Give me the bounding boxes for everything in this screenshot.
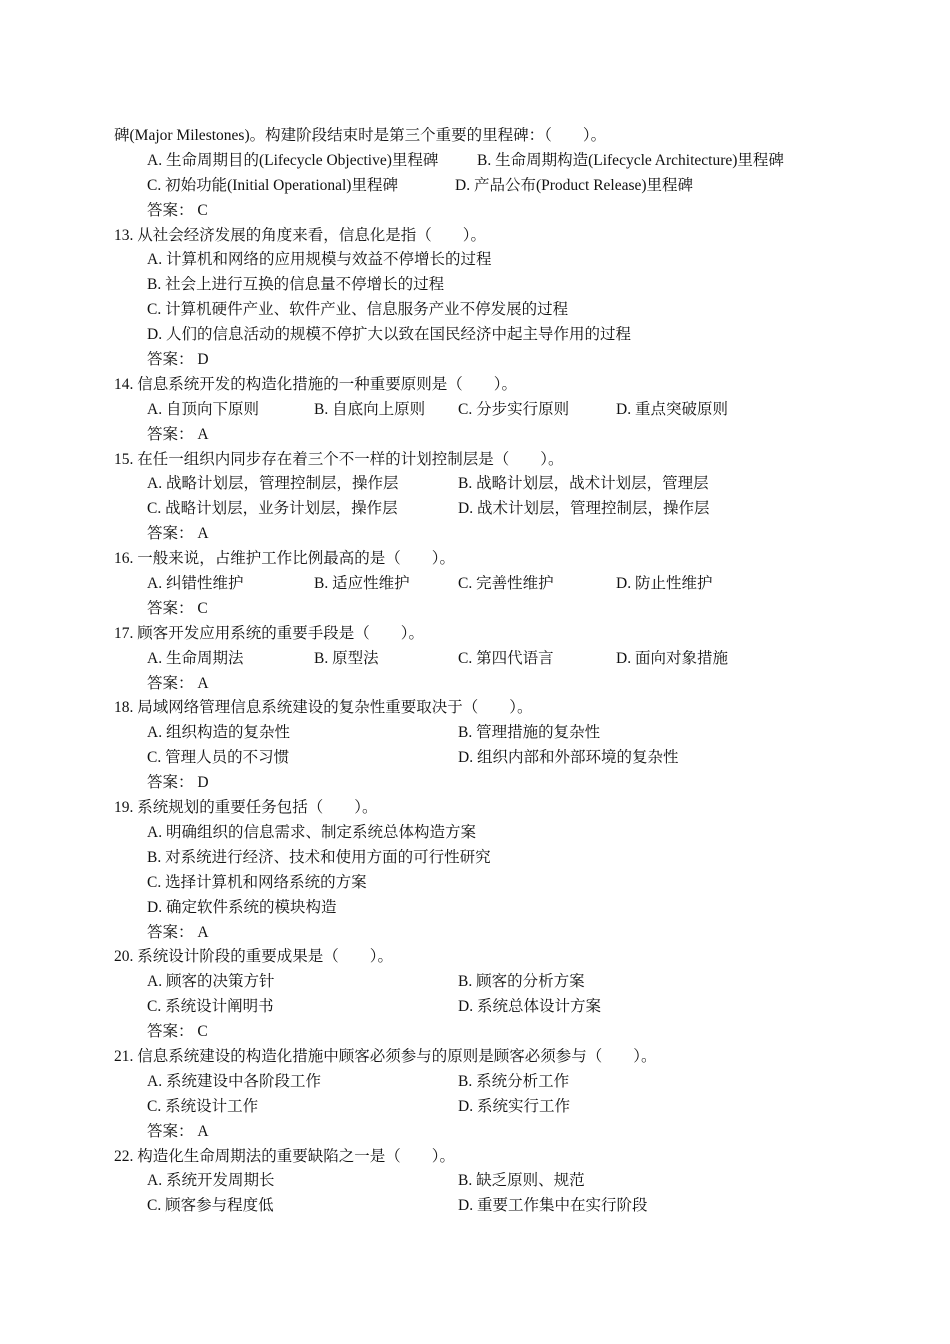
option-d: D. 系统实行工作 [458,1097,570,1115]
option-row [114,746,834,771]
option-c: C. 顾客参与程度低 [147,1197,274,1215]
answer: 答案： A [147,923,209,941]
option-a: A. 战略计划层，管理控制层，操作层 [147,475,399,493]
answer: 答案： A [147,1122,209,1140]
option-row [114,1070,834,1095]
option-d: D. 重点突破原则 [616,400,728,418]
question-text: 13. 从社会经济发展的角度来看，信息化是指（ ）。 [114,226,487,244]
question-text: 碑(Major Milestones)。构建阶段结束时是第三个重要的里程碑：（ ）。 [114,127,607,144]
answer: 答案： D [147,351,209,369]
option-a: A. 组织构造的复杂性 [147,724,290,742]
option-row [114,721,834,746]
option-d: D. 防止性维护 [616,575,713,593]
option-row [114,174,834,199]
option-a: A. 计算机和网络的应用规模与效益不停增长的过程 [147,251,492,269]
option-b: B. 社会上进行互换的信息量不停增长的过程 [147,276,445,294]
option-c: C. 系统设计工作 [147,1097,259,1115]
answer: 答案： C [147,599,208,617]
option-row [114,1194,834,1219]
option-row [114,497,834,522]
option-d: D. 战术计划层，管理控制层，操作层 [458,500,710,518]
question-text: 19. 系统规划的重要任务包括（ ）。 [114,799,378,817]
option-a: A. 纠错性维护 [147,575,244,593]
option-row [114,647,834,672]
option-row [114,970,834,995]
option-row [114,398,834,423]
option-row [114,472,834,497]
option-b: B. 对系统进行经济、技术和使用方面的可行性研究 [147,848,491,866]
option-c: C. 战略计划层，业务计划层，操作层 [147,500,398,518]
option-a: A. 系统建设中各阶段工作 [147,1072,321,1090]
option-b: B. 原型法 [314,649,379,667]
answer: 答案： D [147,774,209,792]
option-a: A. 系统开发周期长 [147,1172,275,1190]
question-text: 20. 系统设计阶段的重要成果是（ ）。 [114,948,394,966]
option-c: C. 系统设计阐明书 [147,998,274,1016]
option-b: B. 战略计划层，战术计划层，管理层 [458,475,709,493]
option-row [114,572,834,597]
question-text: 16. 一般来说，占维护工作比例最高的是（ ）。 [114,550,456,568]
option-c: C. 选择计算机和网络系统的方案 [147,873,367,891]
answer: 答案： A [147,674,209,692]
option-b: B. 自底向上原则 [314,400,426,418]
option-c: C. 完善性维护 [458,575,554,593]
option-a: A. 自顶向下原则 [147,400,259,418]
option-b: B. 系统分析工作 [458,1072,570,1090]
answer: 答案： A [147,425,209,443]
option-b: B. 缺乏原则、规范 [458,1172,585,1190]
option-c: C. 初始功能(Initial Operational)里程碑 [147,176,398,194]
option-row [114,1095,834,1120]
question-text: 14. 信息系统开发的构造化措施的一种重要原则是（ ）。 [114,375,518,393]
option-d: D. 重要工作集中在实行阶段 [458,1197,648,1215]
option-b: B. 适应性维护 [314,575,410,593]
option-d: D. 人们的信息活动的规模不停扩大以致在国民经济中起主导作用的过程 [147,326,631,344]
option-row [114,1169,834,1194]
option-d: D. 组织内部和外部环境的复杂性 [458,749,679,767]
option-a: A. 明确组织的信息需求、制定系统总体构造方案 [147,823,476,841]
answer: 答案： C [147,201,208,219]
option-row [114,149,834,174]
question-text: 15. 在任一组织内同步存在着三个不一样的计划控制层是（ ）。 [114,450,564,468]
question-text: 22. 构造化生命周期法的重要缺陷之一是（ ）。 [114,1147,456,1165]
question-text: 21. 信息系统建设的构造化措施中顾客必须参与的原则是顾客必须参与（ ）。 [114,1047,657,1065]
answer: 答案： A [147,525,209,543]
question-list [114,124,834,1219]
option-d: D. 面向对象措施 [616,649,728,667]
option-d: D. 系统总体设计方案 [458,998,601,1016]
option-c: C. 第四代语言 [458,649,554,667]
answer: 答案： C [147,1023,208,1041]
option-row [114,995,834,1020]
question-text: 18. 局域网络管理信息系统建设的复杂性重要取决于（ ）。 [114,699,533,717]
option-c: C. 计算机硬件产业、软件产业、信息服务产业不停发展的过程 [147,301,569,319]
option-a: A. 生命周期目的(Lifecycle Objective)里程碑 [147,151,439,169]
option-b: B. 管理措施的复杂性 [458,724,601,742]
option-c: C. 分步实行原则 [458,400,570,418]
option-d: D. 确定软件系统的模块构造 [147,898,337,916]
option-a: A. 顾客的决策方针 [147,973,275,991]
option-a: A. 生命周期法 [147,649,244,667]
question-text: 17. 顾客开发应用系统的重要手段是（ ）。 [114,624,425,642]
option-d: D. 产品公布(Product Release)里程碑 [455,176,694,194]
option-b: B. 顾客的分析方案 [458,973,585,991]
option-b: B. 生命周期构造(Lifecycle Architecture)里程碑 [477,151,784,169]
option-c: C. 管理人员的不习惯 [147,749,290,767]
